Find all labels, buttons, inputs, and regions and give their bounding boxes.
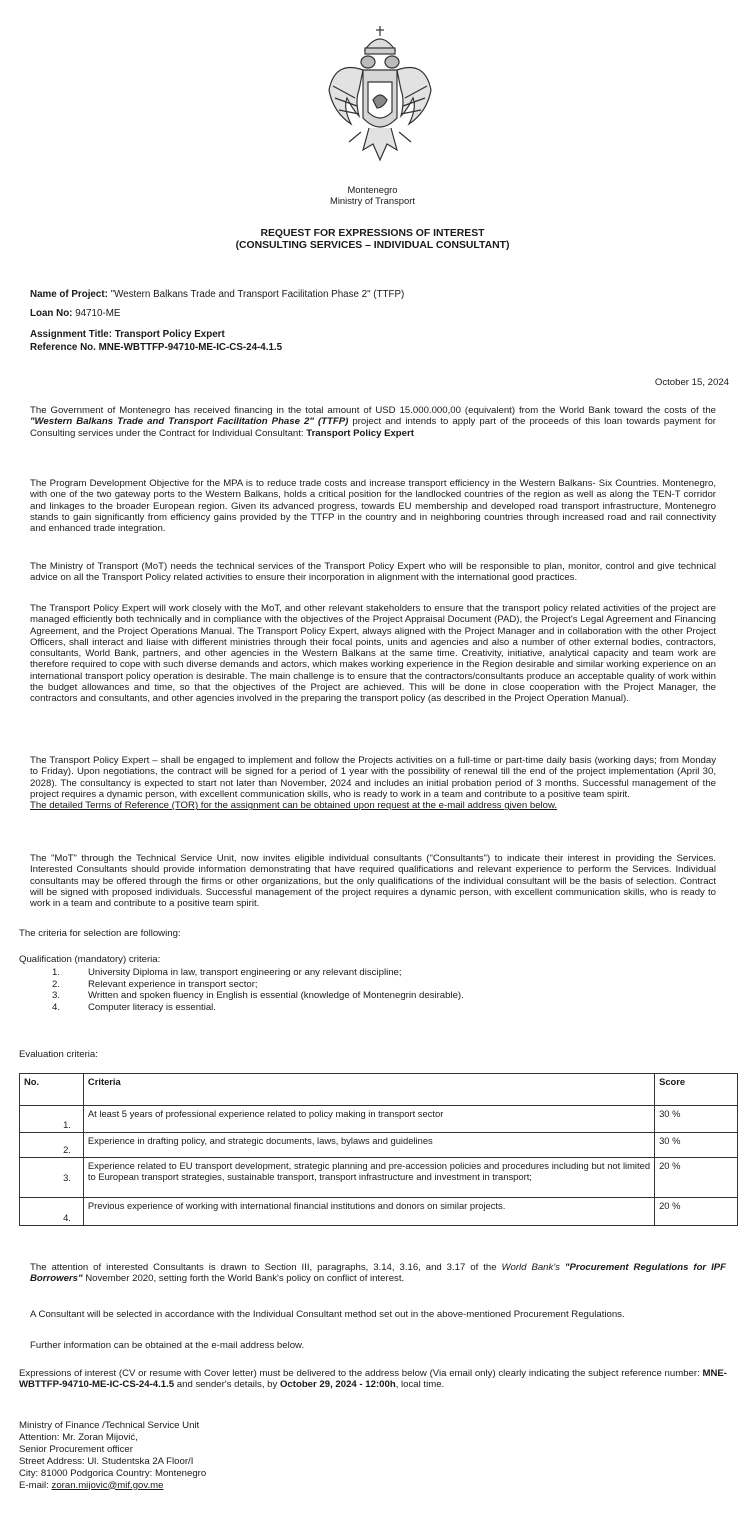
paragraph-conflict-of-interest: The attention of interested Consultants is drawn to Section III, paragraphs, 3.14, 3.16, and 3.17 of the World Bank's "Procurement Regulations for IPF Borrowers" November 2020, setting forth the World Bank's policy on conflict of interest.: [30, 1262, 727, 1285]
page-subtitle: (CONSULTING SERVICES – INDIVIDUAL CONSULTANT): [235, 240, 510, 251]
qualification-list: [30, 967, 710, 1013]
loan-line: [30, 308, 120, 319]
paragraph-selection-method: A Consultant will be selected in accordance with the Individual Consultant method set out in the above-mentioned Procurement Regulations.: [30, 1309, 625, 1320]
paragraph-further-info: Further information can be obtained at the e-mail address below.: [30, 1340, 305, 1351]
header-criteria: Criteria: [83, 1074, 654, 1106]
contact-attention: Attention: Mr. Zoran Mijović,: [19, 1431, 138, 1443]
project-name-label: Name of Project:: [30, 289, 108, 300]
loan-label: Loan No:: [30, 308, 73, 319]
document-date: October 15, 2024: [654, 377, 729, 388]
email-label: E-mail:: [19, 1479, 49, 1491]
reference-line: [30, 342, 282, 353]
evaluation-label: Evaluation criteria:: [19, 1049, 98, 1060]
paragraph-submission: Expressions of interest (CV or resume with Cover letter) must be delivered to the address below (Via email only) clearly indicating the subject reference number: MNE-WBTTFP-94710-ME-IC-CS-24-4.1.5 and sender's details, by October 29, 2024 - 12:00h, local time.: [19, 1368, 727, 1391]
table-row: 2. Experience in drafting policy, and strategic documents, laws, bylaws and guidelines 30 %: [20, 1133, 738, 1158]
table-row: 3. Experience related to EU transport development, strategic planning and pre-accession policies and procedures including but not limited to European transport strategies, sustainable transport, transport infrastructure and investment in transport; 20 %: [20, 1158, 738, 1198]
contact-role: Senior Procurement officer: [19, 1443, 133, 1455]
list-item: 3. Written and spoken fluency in English is essential (knowledge of Montenegrin desirable).: [52, 990, 464, 1001]
paragraph-responsibilities: The Transport Policy Expert will work closely with the MoT, and other relevant stakeholders to ensure that the transport policy related activities of the project are managed efficiently both technically and in compliance with the objectives of the Project Appraisal Document (PAD), the Project's Legal Agreement and Financing Agreement, and the Project Operations Manual. The Transport Policy Expert, always aligned with the Project Manager and in collaboration with the other Project Officers, shall interact and liaise with different ministries through their focal points, units and agencies and also a number of other external bodies, contractors, consultants, World Bank, partners, and other agencies in the Western Balkans at the same time. Creativity, initiative, analytical capacity and team work are therefore required to cope with such diverse demands and actors, which makes working experience in the Region desirable and similar working experience on an international transport policy operation is desirable. The main challenge is to ensure that the contractors/consultants produce an acceptable quality of work within the budget allowances and time, so that the objectives of the Project are achieved. This will be done in close cooperation with the Project Manager, the contractors and consultants, and other agencies involved in the preparing the transport policy (as described in the Project Operation Manual).: [30, 603, 716, 705]
loan-value: 94710-ME: [75, 308, 121, 319]
paragraph-objective: The Program Development Objective for the MPA is to reduce trade costs and increase transport efficiency in the Western Balkans- Six Countries. Montenegro, with one of the two gateway ports to the Western Balkans, holds a critical position for the landlocked countries of the region as well as along the TEN-T corridor and linkages to the broader European region. Given its advanced progress, towards EU membership and developed road transport infrastructure, Montenegro stands to gain significantly from efficiency gains provided by the TTFP in the country and in neighboring countries through increased road and rail connectivity and enhanced trade integration.: [30, 478, 716, 535]
assignment-value: Transport Policy Expert: [114, 329, 225, 340]
table-header-row: [20, 1074, 738, 1106]
contact-block: [19, 1420, 206, 1491]
evaluation-table: [19, 1073, 738, 1226]
assignment-line: [30, 329, 225, 340]
contact-city: City: 81000 Podgorica Country: Montenegro: [19, 1467, 207, 1479]
header-no: No.: [20, 1074, 84, 1106]
country-name: Montenegro: [347, 184, 398, 195]
qualification-label: Qualification (mandatory) criteria:: [19, 954, 161, 965]
page-title: REQUEST FOR EXPRESSIONS OF INTEREST: [260, 228, 485, 239]
list-item: 2. Relevant experience in transport sector;: [52, 978, 258, 990]
paragraph-mot-needs: The Ministry of Transport (MoT) needs the technical services of the Transport Policy Expert who will be responsible to plan, monitor, control and give technical advice on all the Transport Policy related activities to ensure their incorporation in alignment with the international good practices.: [30, 561, 716, 584]
paragraph-engagement: The Transport Policy Expert – shall be engaged to implement and follow the Projects activities on a full-time or part-time daily basis (working days; from Monday to Friday). Upon negotiations, the contract will be signed for a period of 1 year with the possibility of renewal till the end of the project implementation (April 30, 2028). The consultancy is expected to start not later than November, 2024 and includes an initial probation period of 3 months. Successful management of the project requires a dynamic person, with excellent communication skills, who is ready to work in a team and contribute to a positive team spirit. The detailed Terms of Reference (TOR) for the assignment can be obtained upon request at the e-mail address given below.: [30, 755, 716, 812]
contact-email-line: [19, 1480, 206, 1492]
ministry-name: Ministry of Transport: [330, 195, 415, 207]
montenegro-coat-of-arms-icon: [325, 20, 435, 180]
assignment-label: Assignment Title:: [30, 329, 113, 340]
table-row: 1. At least 5 years of professional experience related to policy making in transport sector 30 %: [20, 1106, 738, 1133]
email-link[interactable]: zoran.mijovic@mif.gov.me: [51, 1479, 164, 1491]
paragraph-invitation: The "MoT" through the Technical Service Unit, now invites eligible individual consultants ("Consultants") to indicate their interest in providing the Services. Interested Consultants should provide information demonstrating that have required qualifications and relevant experience to perform the Services. Individual consultants may be offered through the firms or other organizations, but the only qualifications of the individual consultant will be the basis of selection. Contract will be signed with proposed individuals. Successful management of the project requires a dynamic person, with excellent communication skills, who is ready to work in a team and contribute to a positive team spirit.: [30, 853, 716, 910]
contact-street: Street Address: Ul. Studentska 2A Floor/I: [19, 1455, 194, 1467]
header-score: Score: [655, 1074, 738, 1106]
project-name-value: "Western Balkans Trade and Transport Facilitation Phase 2" (TTFP): [110, 289, 405, 300]
reference-label: Reference No.: [30, 342, 96, 353]
project-name-line: [30, 289, 404, 300]
reference-value: MNE-WBTTFP-94710-ME-IC-CS-24-4.1.5: [98, 342, 283, 353]
criteria-intro: The criteria for selection are following:: [19, 928, 181, 939]
tor-notice: The detailed Terms of Reference (TOR) for the assignment can be obtained upon request at the e-mail address given below.: [30, 800, 558, 812]
paragraph-financing: The Government of Montenegro has received financing in the total amount of USD 15.000.000,00 (equivalent) from the World Bank toward the costs of the "Western Balkans Trade and Transport Facilitation Phase 2" (TTFP) project and intends to apply part of the proceeds of this loan towards payment for Consulting services under the Contract for Individual Consultant: Transport Policy Expert: [30, 405, 716, 439]
contact-organization: Ministry of Finance /Technical Service Unit: [19, 1420, 200, 1431]
list-item: 1. University Diploma in law, transport engineering or any relevant discipline;: [52, 967, 402, 978]
list-item: 4. Computer literacy is essential.: [52, 1001, 216, 1013]
table-row: 4. Previous experience of working with international financial institutions and donors on similar projects. 20 %: [20, 1198, 738, 1226]
